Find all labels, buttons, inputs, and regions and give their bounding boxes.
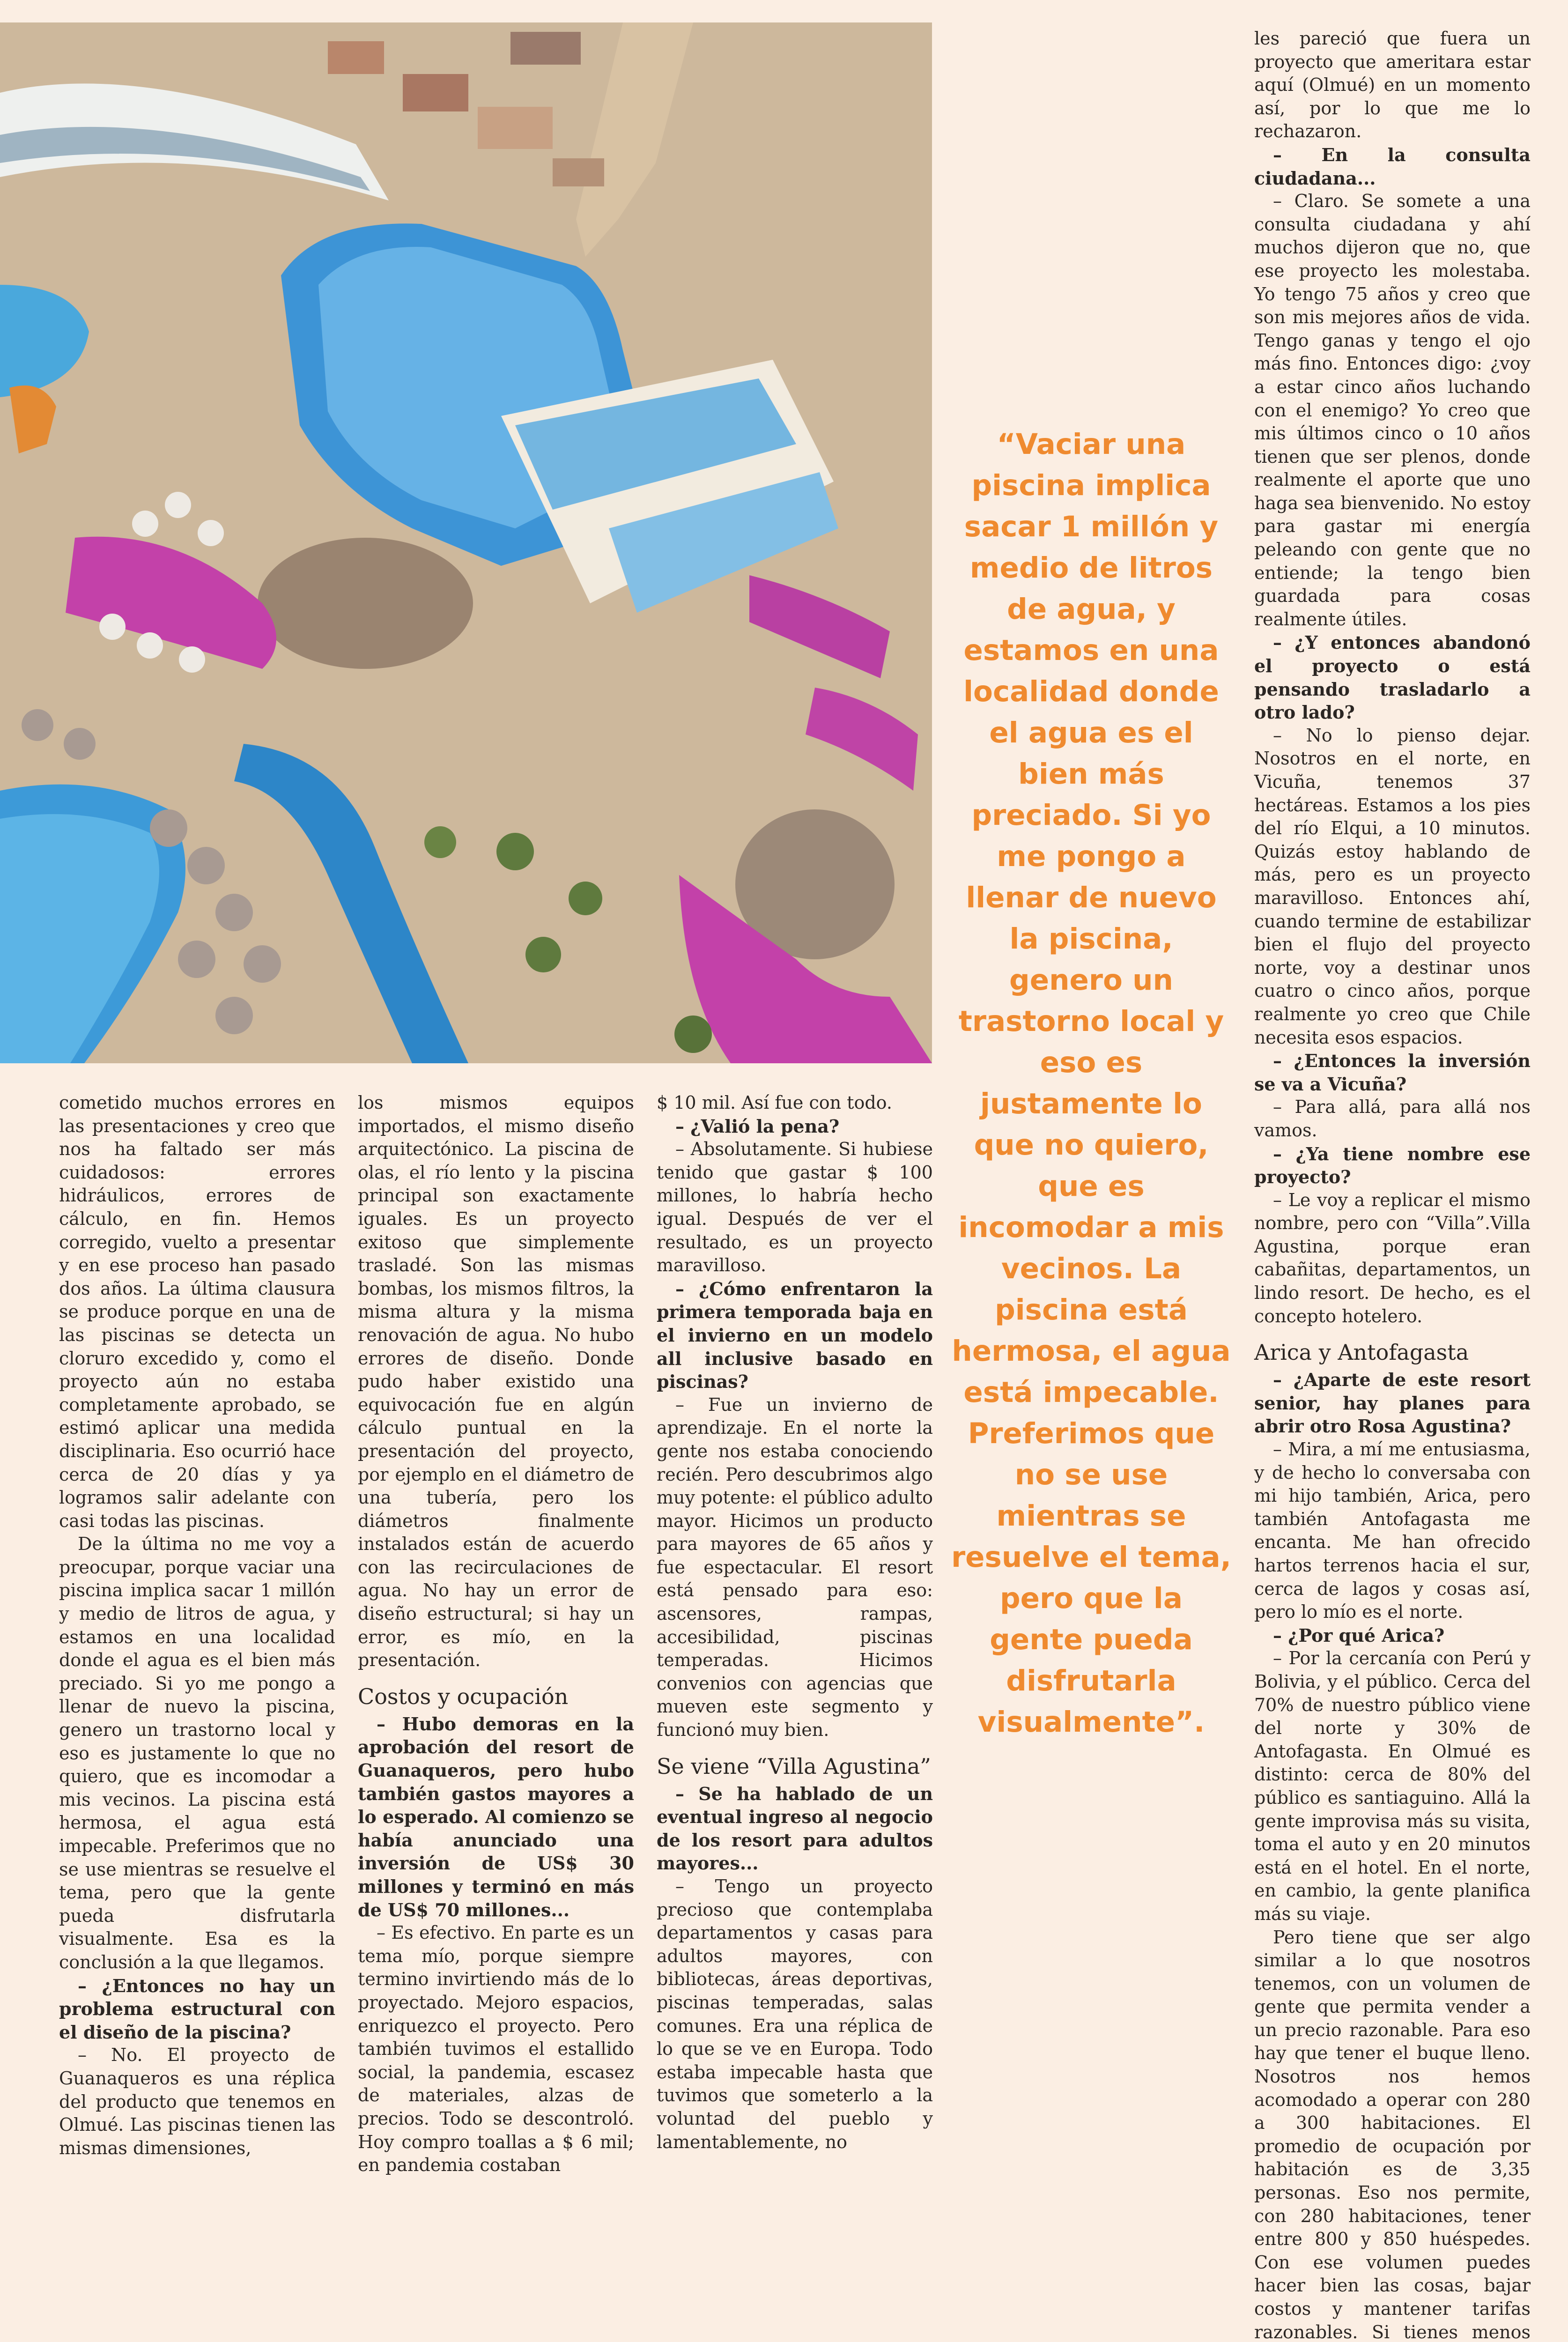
section-heading: Costos y ocupación bbox=[358, 1683, 634, 1710]
article-column-4 bbox=[1254, 27, 1531, 2342]
interview-question: – Hubo demoras en la aprobación del resort de Guanaqueros, pero hubo también gastos mayores a lo esperado. Al comienzo se había anunciado una inversión de US$ 30 millones y terminó en más de US$ 70 millones... bbox=[358, 1712, 634, 1921]
paragraph: los mismos equipos importados, el mismo diseño arquitectónico. La piscina de olas, el río lento y la piscina principal son exactamente iguales. Es un proyecto exitoso que simplemente trasladé. Son las mismas bombas, los mismos filtros, la misma altura y la misma renovación de agua. No hubo errores de diseño. Donde pudo haber existido una equivocación fue en algún cálculo puntual en la presentación del proyecto, por ejemplo en el diámetro de una tubería, pero los diámetros finalmente instalados están de acuerdo con las recirculaciones de agua. No hay un error de diseño estructural; si hay un error, es mío, en la presentación. bbox=[358, 1091, 634, 1672]
paragraph: les pareció que fuera un proyecto que ameritara estar aquí (Olmué) en un momento así, por lo que me lo rechazaron. bbox=[1254, 27, 1531, 143]
paragraph: – Claro. Se somete a una consulta ciudadana y ahí muchos dijeron que no, que ese proyecto les molestaba. Yo tengo 75 años y creo que son mis mejores años de vida. Tengo ganas y tengo el ojo más fino. Entonces digo: ¿voy a estar cinco años luchando con el enemigo? Yo creo que mis últimos cinco o 10 años tienen que ser plenos, donde realmente el aporte que uno haga sea bienvenido. No estoy para gastar mi energía peleando con gente que no entiende; la tengo bien guardada para cosas realmente útiles. bbox=[1254, 190, 1531, 631]
paragraph: – Absolutamente. Si hubiese tenido que gastar $ 100 millones, lo habría hecho igual. Después de ver el resultado, es un proyecto maravilloso. bbox=[657, 1138, 933, 1277]
paragraph: – Mira, a mí me entusiasma, y de hecho lo conversaba con mi hijo también, Arica, pero también Antofagasta me encanta. Me han ofrecido hartos terrenos hacia el sur, cerca de lagos y cosas así, pero lo mío es el norte. bbox=[1254, 1438, 1531, 1624]
interview-question: – Se ha hablado de un eventual ingreso al negocio de los resort para adultos mayores... bbox=[657, 1782, 933, 1875]
pull-quote: “Vaciar una piscina implica sacar 1 millón y medio de litros de agua, y estamos en una localidad donde el agua es el bien más preciado. Si yo me pongo a llenar de nuevo la piscina, genero un trastorno local y eso es justamente lo que no quiero, que es incomodar a mis vecinos. La piscina está hermosa, el agua está impecable. Preferimos que no se use mientras se resuelve el tema, pero que la gente pueda disfrutarla visualmente”. bbox=[951, 424, 1232, 1743]
resort-aerial-photo bbox=[0, 22, 932, 1063]
paragraph: Pero tiene que ser algo similar a lo que nosotros tenemos, con un volumen de gente que permita vender a un precio razonable. Para eso hay que tener el buque lleno. Nosotros nos hemos acomodado a operar con 280 a 300 habitaciones. El promedio de ocupación por habitación es de 3,35 personas. Eso nos permite, con 280 habitaciones, tener entre 800 y 850 huéspedes. Con ese volumen puedes hacer bien las cosas, bajar costos y mantener tarifas razonables. Si tienes menos bbox=[1254, 1926, 1531, 2342]
paragraph: – No lo pienso dejar. Nosotros en el norte, en Vicuña, tenemos 37 hectáreas. Estamos a los pies del río Elqui, a 10 minutos. Quizás estoy hablando de más, pero es un proyecto maravilloso. Entonces ahí, cuando termine de estabilizar bien el flujo del proyecto norte, voy a destinar unos cuatro o cinco años, porque realmente yo creo que Chile necesita esos espacios. bbox=[1254, 724, 1531, 1049]
paragraph: – Le voy a replicar el mismo nombre, pero con “Villa”.Villa Agustina, porque eran cabañitas, departamentos, un lindo resort. De hecho, es el concepto hotelero. bbox=[1254, 1189, 1531, 1328]
article-column-3 bbox=[657, 1091, 933, 2154]
interview-question: – ¿Cómo enfrentaron la primera temporada baja en el invierno en un modelo all inclusive basado en piscinas? bbox=[657, 1277, 933, 1393]
paragraph: – Fue un invierno de aprendizaje. En el norte la gente nos estaba conociendo recién. Pero descubrimos algo muy potente: el público adulto mayor. Hicimos un producto para mayores de 65 años y fue espectacular. El resort está pensado para eso: ascensores, rampas, accesibilidad, piscinas temperadas. Hicimos convenios con agencias que mueven este segmento y funcionó muy bien. bbox=[657, 1393, 933, 1742]
paragraph: – Es efectivo. En parte es un tema mío, porque siempre termino invirtiendo más de lo proyectado. Mejoro espacios, enriquezco el proyecto. Pero también tuvimos el estallido social, la pandemia, escasez de materiales, alzas de precios. Todo se descontroló. Hoy compro toallas a $ 6 mil; en pandemia costaban bbox=[358, 1921, 634, 2177]
interview-question: – ¿Valió la pena? bbox=[657, 1115, 933, 1138]
interview-question: – ¿Ya tiene nombre ese proyecto? bbox=[1254, 1142, 1531, 1189]
interview-question: – En la consulta ciudadana... bbox=[1254, 143, 1531, 190]
section-heading: Se viene “Villa Agustina” bbox=[657, 1753, 933, 1779]
interview-question: – ¿Aparte de este resort senior, hay planes para abrir otro Rosa Agustina? bbox=[1254, 1368, 1531, 1438]
paragraph: cometido muchos errores en las presentaciones y creo que nos ha faltado ser más cuidadosos: errores hidráulicos, errores de cálculo, en fin. Hemos corregido, vuelto a presentar y en ese proceso han pasado dos años. La última clausura se produce porque en una de las piscinas se detecta un cloruro excedido y, como el proyecto aún no estaba completamente aprobado, se estimó aplicar una medida disciplinaria. Eso ocurrió hace cerca de 20 días y ya logramos salir adelante con casi todas las piscinas. bbox=[59, 1091, 335, 1533]
paragraph: De la última no me voy a preocupar, porque vaciar una piscina implica sacar 1 millón y medio de litros de agua, y estamos en una localidad donde el agua es el bien más preciado. Si yo me pongo a llenar de nuevo la piscina, genero un trastorno local y eso es justamente lo que no quiero, que es incomodar a mis vecinos. La piscina está hermosa, el agua está impecable. Preferimos que no se use mientras se resuelve el tema, pero que la gente pueda disfrutarla visualmente. Esa es la conclusión a la que llegamos. bbox=[59, 1533, 335, 1974]
paragraph: – Tengo un proyecto precioso que contemplaba departamentos y casas para adultos mayores, con bibliotecas, áreas deportivas, piscinas temperadas, salas comunes. Era una réplica de lo que se ve en Europa. Todo estaba impecable hasta que tuvimos que someterlo a la voluntad del pueblo y lamentablemente, no bbox=[657, 1875, 933, 2154]
paragraph: – No. El proyecto de Guanaqueros es una réplica del producto que tenemos en Olmué. Las piscinas tienen las mismas dimensiones, bbox=[59, 2044, 335, 2160]
interview-question: – ¿Entonces la inversión se va a Vicuña? bbox=[1254, 1049, 1531, 1096]
interview-question: – ¿Y entonces abandonó el proyecto o está pensando trasladarlo a otro lado? bbox=[1254, 631, 1531, 724]
article-column-2 bbox=[358, 1091, 634, 2177]
interview-question: – ¿Por qué Arica? bbox=[1254, 1624, 1531, 1647]
paragraph: – Para allá, para allá nos vamos. bbox=[1254, 1096, 1531, 1142]
article-column-1 bbox=[59, 1091, 335, 2160]
section-heading: Arica y Antofagasta bbox=[1254, 1339, 1531, 1365]
paragraph: – Por la cercanía con Perú y Bolivia, y el público. Cerca del 70% de nuestro público viene del norte y 30% de Antofagasta. En Olmué es distinto: cerca de 80% del público es santiaguino. Allá la gente improvisa más su visita, toma el auto y en 20 minutos está en el hotel. En el norte, en cambio, la gente planifica más su viaje. bbox=[1254, 1647, 1531, 1926]
interview-question: – ¿Entonces no hay un problema estructural con el diseño de la piscina? bbox=[59, 1974, 335, 2044]
paragraph: $ 10 mil. Así fue con todo. bbox=[657, 1091, 933, 1115]
aerial-resort-photo-icon bbox=[0, 22, 932, 1063]
